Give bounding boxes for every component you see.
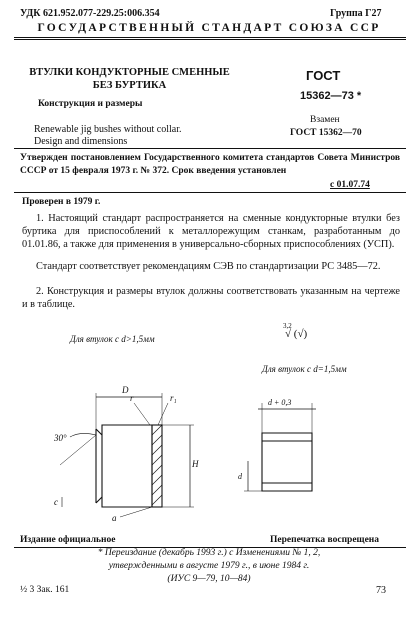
dim-angle: 30° bbox=[54, 433, 67, 443]
left-bush-view bbox=[60, 393, 194, 517]
page-number: 73 bbox=[376, 585, 386, 596]
title-line-2: БЕЗ БУРТИКА bbox=[92, 80, 167, 91]
approval-text: Утвержден постановлением Государственного комитета стандартов Совета Министров СССР от 15 февраля 1973 г. № 372. Срок введения установлен bbox=[20, 153, 400, 176]
official-edition: Издание официальное bbox=[20, 535, 116, 545]
document-title bbox=[22, 66, 237, 92]
left-bush-dimensions bbox=[53, 385, 199, 523]
dim-c: c bbox=[54, 497, 58, 507]
dim-a: a bbox=[112, 513, 117, 523]
paragraph-3: 2. Конструкция и размеры втулок должны соответствовать указанным на чертеже и в таблице. bbox=[22, 286, 400, 310]
right-bush-view bbox=[244, 403, 316, 491]
dim-r: r bbox=[130, 393, 134, 403]
paragraph-1: 1. Настоящий стандарт распространяется на сменные кондукторные втулки без буртика для приспособлений к металлорежущим станкам, разработанным до 01.01.86, а также для применения в универсально-сборных приспособлениях (УСП). bbox=[22, 213, 400, 250]
roughness-symbol: √ (√) bbox=[285, 328, 308, 340]
dim-d: d bbox=[238, 472, 242, 481]
checked-year: Проверен в 1979 г. bbox=[22, 197, 101, 207]
section-hatching bbox=[152, 425, 162, 505]
effective-date: с 01.07.74 bbox=[330, 180, 370, 190]
dim-H: H bbox=[192, 459, 199, 469]
header-rule-bottom bbox=[14, 39, 406, 40]
title-line-1: ВТУЛКИ КОНДУКТОРНЫЕ СМЕННЫЕ bbox=[29, 67, 230, 78]
right-bush-dimensions bbox=[238, 398, 291, 481]
figure-label-left: Для втулок с d>1,5мм bbox=[70, 334, 155, 344]
order-number: ½ 3 Зак. 161 bbox=[20, 585, 70, 595]
bush-drawing bbox=[40, 345, 380, 525]
replaced-standard: ГОСТ 15362—70 bbox=[290, 128, 362, 138]
dim-D: D bbox=[122, 385, 129, 395]
dim-r1: r₁ bbox=[170, 393, 177, 403]
replaces-label: Взамен bbox=[310, 115, 340, 125]
reprint-prohibited: Перепечатка воспрещена bbox=[270, 535, 380, 545]
group-code: Группа Г27 bbox=[330, 8, 382, 19]
reissue-note-1: * Переиздание (декабрь 1993 г.) с Изменениями № 1, 2, bbox=[97, 548, 321, 558]
standard-title: ГОСУДАРСТВЕННЫЙ СТАНДАРТ СОЮЗА ССР bbox=[37, 22, 381, 34]
english-title-line-1: Renewable jig bushes without collar. bbox=[34, 124, 182, 135]
udk-code: УДК 621.952.077-229.25:006.354 bbox=[20, 8, 160, 19]
english-title bbox=[34, 124, 181, 148]
roughness-value: 3,2 bbox=[283, 322, 292, 330]
reissue-note-3: (ИУС 9—79, 10—84) bbox=[167, 574, 251, 584]
document-subtitle: Конструкция и размеры bbox=[38, 99, 143, 109]
approval-rule-top bbox=[14, 148, 406, 149]
figure-label-right: Для втулок с d=1,5мм bbox=[262, 364, 347, 374]
dim-d03: d + 0,3 bbox=[268, 398, 292, 407]
header-rule-top bbox=[14, 37, 406, 38]
gost-number: 15362—73 * bbox=[300, 90, 362, 102]
approval-rule-bottom bbox=[14, 192, 406, 193]
reissue-note-2: утвержденными в августе 1979 г., в июне 1984 г. bbox=[108, 561, 310, 571]
english-title-line-2: Design and dimensions bbox=[34, 136, 128, 147]
paragraph-2: Стандарт соответствует рекомендациям СЭВ по стандартизации РС 3485—72. bbox=[36, 261, 381, 272]
gost-label: ГОСТ bbox=[306, 68, 341, 83]
